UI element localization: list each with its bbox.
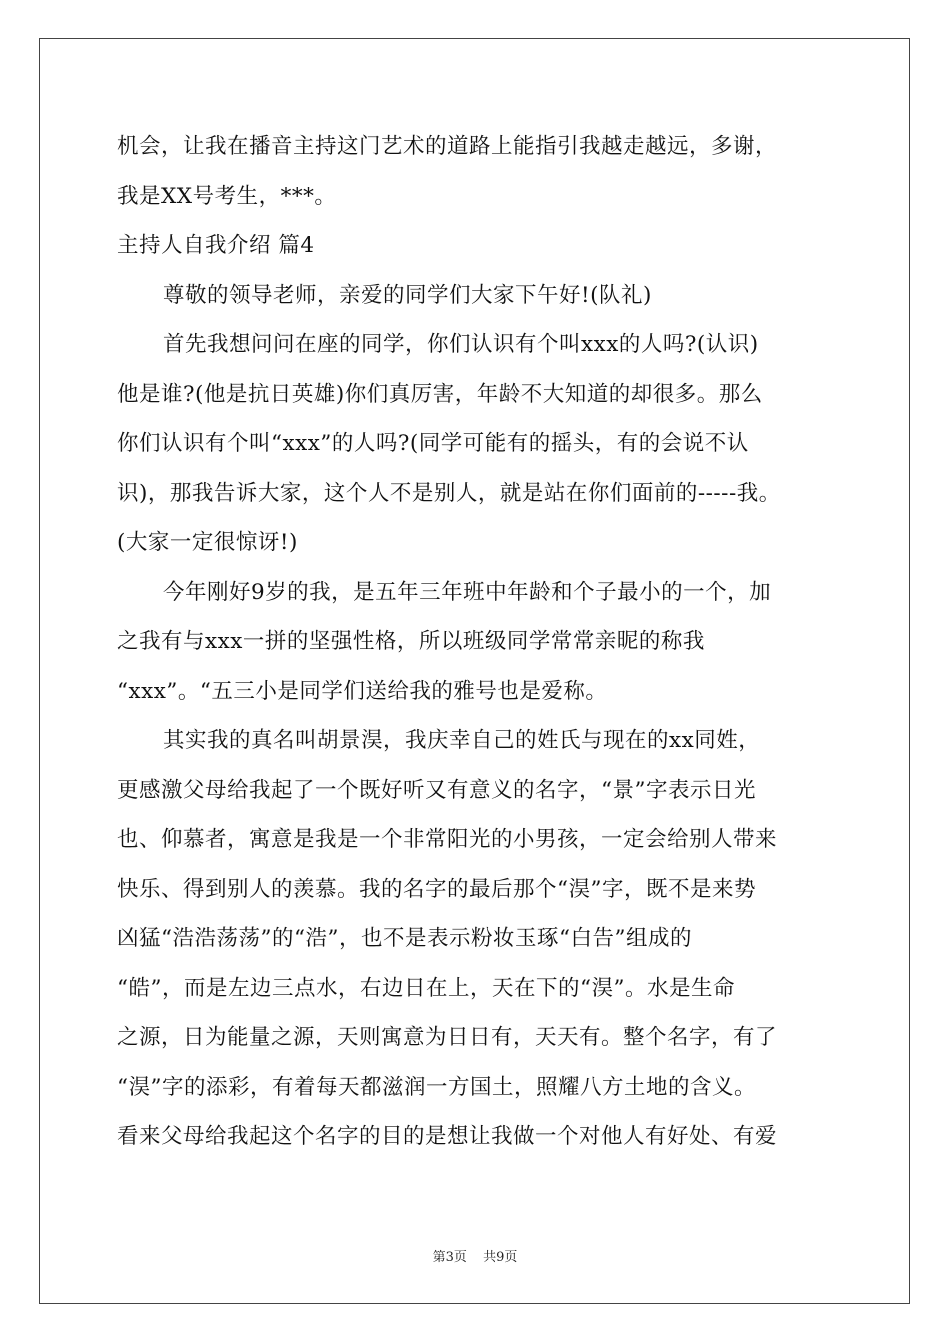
text-line-2: 我是XX号考生，***。 <box>117 183 337 209</box>
document-body <box>117 127 847 1167</box>
text-line-14: 更感激父母给我起了一个既好听又有意义的名字，“景”字表示日光 <box>117 777 756 803</box>
page-footer <box>0 1246 950 1265</box>
text-line-21: 看来父母给我起这个名字的目的是想让我做一个对他人有好处、有爱 <box>117 1124 778 1149</box>
text-line-4: 尊敬的领导老师，亲爱的同学们大家下午好!(队礼) <box>163 282 652 308</box>
text-line-18: “皓”，而是左边三点水，右边日在上，天在下的“淏”。水是生命 <box>117 975 735 1001</box>
text-line-16: 快乐、得到别人的羡慕。我的名字的最后那个“淏”字，既不是来势 <box>117 876 756 902</box>
text-line-10: 今年刚好9岁的我，是五年三年班中年龄和个子最小的一个，加 <box>163 579 772 605</box>
page-total: 共9页 <box>483 1250 518 1265</box>
page-number: 第3页 <box>432 1250 467 1265</box>
text-line-6: 他是谁?(他是抗日英雄)你们真厉害，年龄不大知道的却很多。那么 <box>117 381 763 407</box>
text-line-13: 其实我的真名叫胡景淏，我庆幸自己的姓氏与现在的xx同姓， <box>163 728 761 753</box>
text-line-20: “淏”字的添彩，有着每天都滋润一方国土，照耀八方土地的含义。 <box>117 1074 756 1100</box>
text-line-19: 之源，日为能量之源，天则寓意为日日有，天天有。整个名字，有了 <box>117 1025 778 1050</box>
text-line-9: (大家一定很惊讶!) <box>117 530 298 555</box>
text-line-17: 凶猛“浩浩荡荡”的“浩”，也不是表示粉妆玉琢“白告”组成的 <box>117 926 692 951</box>
section-heading: 主持人自我介绍 篇4 <box>117 233 315 258</box>
text-line-12: “xxx”。“五三小是同学们送给我的雅号也是爱称。 <box>117 678 608 704</box>
text-line-5: 首先我想问问在座的同学，你们认识有个叫xxx的人吗?(认识) <box>163 332 759 357</box>
text-line-11: 之我有与xxx一拼的坚强性格，所以班级同学常常亲昵的称我 <box>117 629 705 654</box>
text-line-7: 你们认识有个叫“xxx”的人吗?(同学可能有的摇头，有的会说不认 <box>117 431 749 456</box>
text-line-1: 机会，让我在播音主持这门艺术的道路上能指引我越走越远，多谢， <box>117 134 778 159</box>
text-line-15: 也、仰慕者，寓意是我是一个非常阳光的小男孩，一定会给别人带来 <box>117 827 778 852</box>
text-line-8: 识)，那我告诉大家，这个人不是别人，就是站在你们面前的-----我。 <box>117 480 781 506</box>
